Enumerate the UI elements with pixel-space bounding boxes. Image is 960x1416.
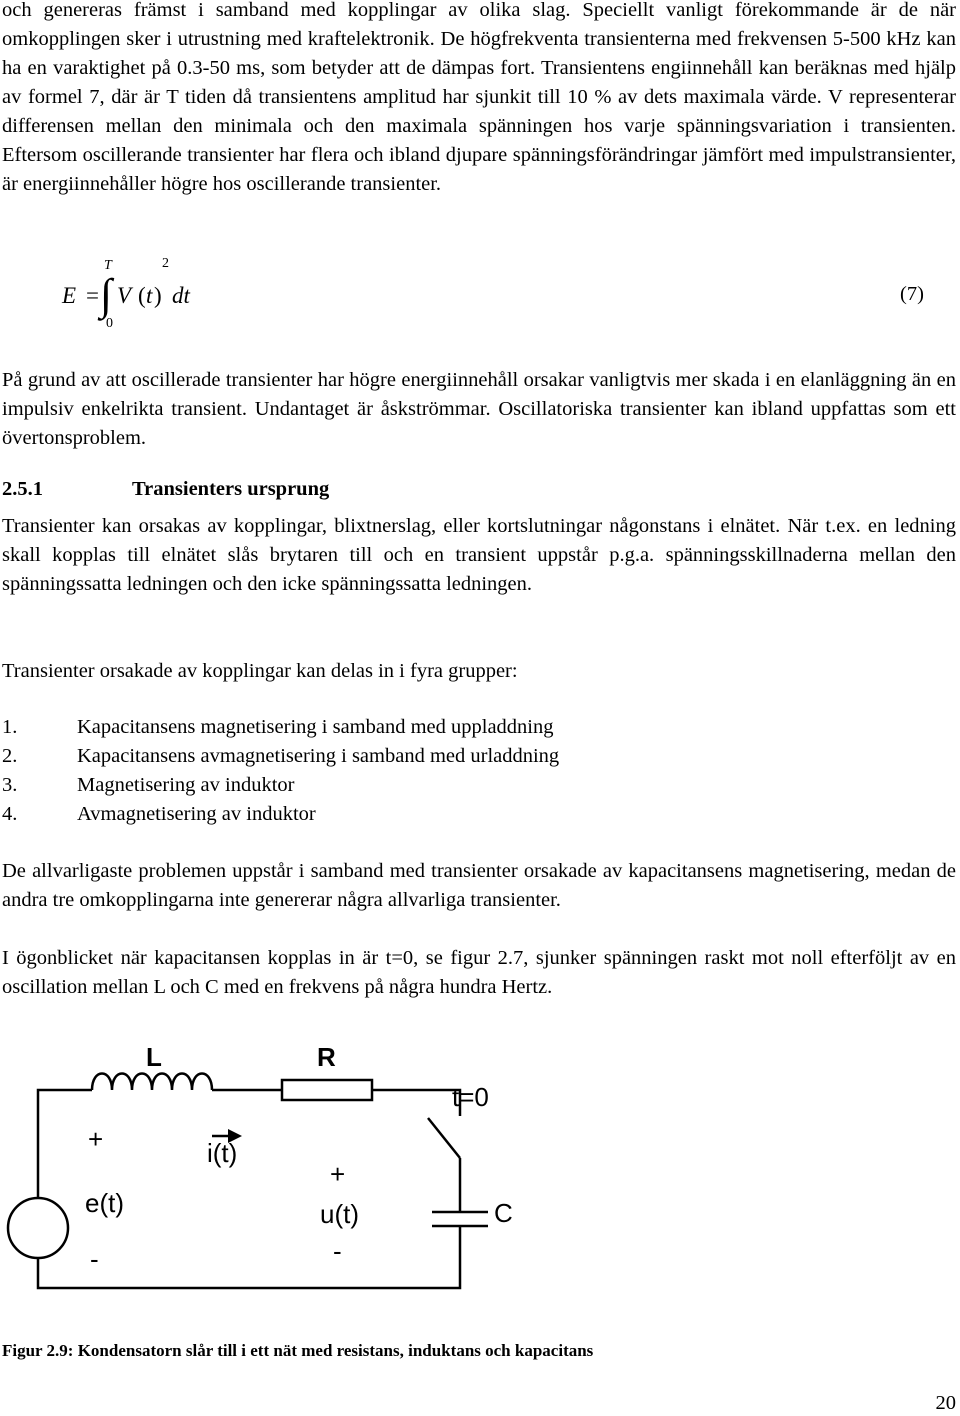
figure-caption: Figur 2.9: Kondensatorn slår till i ett nät med resistans, induktans och kapacitans [2,1341,594,1360]
equation-number: (7) [900,283,924,305]
switching-groups-list [2,713,559,829]
list-item-text: Magnetisering av induktor [77,774,295,796]
circuit-diagram [0,1030,560,1330]
list-item-text: Kapacitansens avmagnetisering i samband med urladdning [77,745,560,767]
integral-sign: ∫ [100,270,113,319]
list-item-number: 2. [2,745,18,767]
list-item-number: 3. [2,774,18,796]
equation-arg: t [146,283,153,308]
inductor-label: L [146,1042,162,1072]
list-item [2,742,559,771]
source-minus-sign: - [90,1244,99,1274]
equation-power: 2 [162,256,169,271]
paragraph-origin: Transienter kan orsakas av kopplingar, blixtnerslag, eller kortslutningar någonstans i elnätet. När t.ex. en ledning skall kopplas till elnätet slås brytaren till och en transient uppstår p.g.a. spänningsskillnaderna mellan den spänningssatta ledningen och den icke spänningssatta ledningen. [2,515,956,595]
equation-dt: dt [172,283,190,308]
capacitor-minus-sign: - [333,1236,342,1266]
wire-bottom [38,1226,460,1288]
paragraph-intro: och genereras främst i samband med kopplingar av olika slag. Speciellt vanligt förekommande är de när omkopplingen sker i utrustning med kraftelektronik. De högfrekventa transienterna med frekvensen 5-500 kHz kan ha en varaktighet på 0.3-50 ms, som betyder att de dämpas fort. Transientens engiinnehåll kan beräknas med hjälp av formel 7, där är T tiden då transientens amplitud har sjunkit till 10 % av dets maximala värde. V representerar differensen mellan den minimala och den maximala spänningen hos varje spänningsvariation i transienten. Eftersom oscillerande transienter har flera och ibland djupare spänningsförändringar jämfört med impulstransienter, är energiinnehåller högre hos oscillerande transienter. [2,0,956,195]
wire-to-switch [372,1090,460,1110]
inductor-coil [92,1074,212,1091]
list-item-number: 1. [2,716,18,738]
equation-paren-close: ) [154,283,162,308]
equation-equals: = [86,283,99,308]
list-item-text: Kapacitansens magnetisering i samband med uppladdning [77,716,554,738]
page-number: 20 [935,1392,956,1414]
list-item [2,771,559,800]
list-item [2,713,559,742]
wire-left-top [38,1090,92,1198]
section-number: 2.5.1 [2,478,43,500]
equation-upper-limit: T [104,258,112,273]
list-item-text: Avmagnetisering av induktor [77,803,316,825]
equation-paren-open: ( [138,283,146,308]
source-plus-sign: + [88,1124,104,1154]
switch-label: t=0 [452,1082,489,1112]
switch-arm [428,1118,460,1158]
capacitor-label: C [494,1198,513,1228]
equation-lhs: E [62,283,77,308]
list-item-number: 4. [2,803,18,825]
voltage-label: u(t) [320,1199,359,1229]
section-heading [2,478,329,501]
voltage-source-icon [8,1198,68,1258]
paragraph-problems: De allvarligaste problemen uppstår i samband med transienter orsakade av kapacitansens magnetisering, medan de andra tre omkopplingarna inte genererar några allvarliga transienter. [2,860,956,911]
section-title: Transienters ursprung [132,478,330,500]
paragraph-groups-intro: Transienter orsakade av kopplingar kan delas in i fyra grupper: [2,660,518,682]
equation-7 [0,250,960,340]
list-item [2,800,559,829]
resistor-label: R [317,1042,336,1072]
resistor-box [282,1080,372,1100]
equation-func: V [117,283,132,308]
source-label: e(t) [85,1188,124,1218]
equation-lower-limit: 0 [106,316,113,331]
paragraph-moment: I ögonblicket när kapacitansen kopplas in är t=0, se figur 2.7, sjunker spänningen raskt mot noll efterföljt av en oscillation mellan L och C med en frekvens på några hundra Hertz. [2,947,956,998]
paragraph-energy: På grund av att oscillerade transienter har högre energiinnehåll orsakar vanligtvis mer skada i en elanläggning än en impulsiv enkelrikta transient. Undantaget är åskströmmar. Oscillatoriska transienter kan ibland uppfattas som ett övertonsproblem. [2,369,956,449]
capacitor-plus-sign: + [330,1159,346,1189]
circuit-wires [38,1074,488,1289]
current-label: i(t) [207,1138,238,1168]
